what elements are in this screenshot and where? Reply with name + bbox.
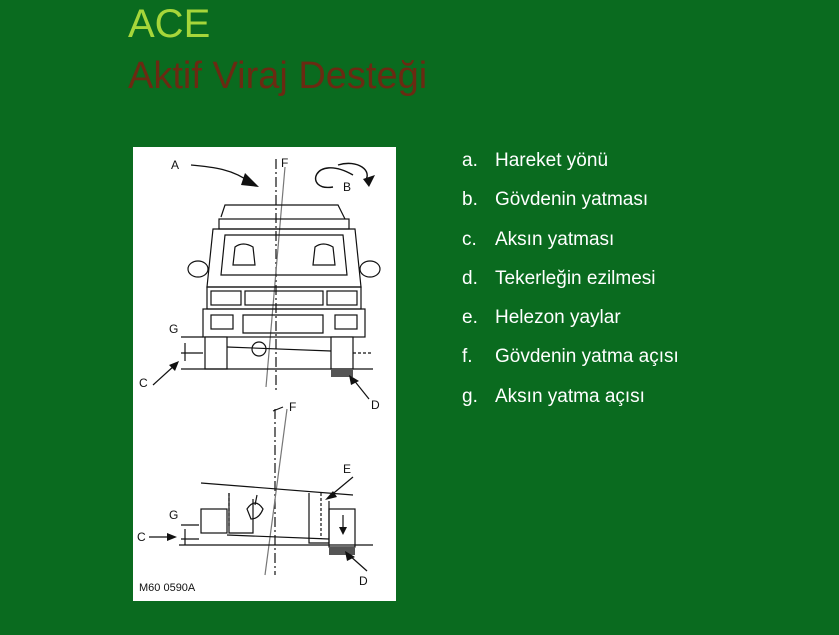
legend-letter: e. (462, 307, 478, 329)
legend-text: Hareket yönü (495, 150, 609, 171)
legend-item (462, 263, 679, 302)
legend-text: Gövdenin yatması (495, 189, 649, 211)
legend-text: Aksın yatması (495, 228, 615, 250)
slide-title: ACE (128, 2, 211, 46)
legend-text: Tekerleğin ezilmesi (495, 267, 656, 289)
label-f-bottom: F (289, 400, 297, 414)
legend-item (462, 145, 679, 184)
vehicle-front-drawing (153, 159, 380, 399)
label-g-bottom: G (169, 508, 179, 522)
label-c-top: C (139, 376, 148, 390)
label-e: E (343, 462, 352, 476)
label-g-top: G (169, 322, 179, 336)
roll-arrow (316, 163, 368, 187)
label-f-top: F (281, 156, 289, 170)
legend-letter: g. (462, 385, 478, 407)
legend-item (462, 224, 679, 263)
label-a: A (171, 158, 180, 172)
body-tilt-line-2 (265, 409, 287, 575)
legend-letter: c. (462, 228, 477, 250)
legend-letter: d. (462, 267, 478, 289)
suspension-diagram (133, 147, 396, 601)
label-d-top: D (371, 398, 380, 412)
label-d-bottom: D (359, 574, 368, 588)
legend-letter: a. (462, 150, 478, 171)
legend-item (462, 184, 679, 223)
legend-letter: b. (462, 189, 478, 211)
legend-item (462, 381, 679, 420)
legend-item (462, 341, 679, 380)
legend-item (462, 302, 679, 341)
slide-subtitle: Aktif Viraj Desteği (128, 55, 428, 97)
label-b: B (343, 180, 352, 194)
legend-text: Gövdenin yatma açısı (495, 346, 679, 368)
tyre-compression-hatch-2 (329, 547, 355, 555)
label-c-bottom: C (137, 530, 146, 544)
axle-section-drawing (149, 407, 373, 575)
figure-code: M60 0590A (139, 582, 196, 594)
legend-text: Helezon yaylar (495, 307, 621, 329)
motion-arrow (191, 165, 251, 183)
legend-letter: f. (462, 346, 473, 368)
legend-text: Aksın yatma açısı (495, 385, 645, 407)
legend-list (462, 145, 679, 420)
